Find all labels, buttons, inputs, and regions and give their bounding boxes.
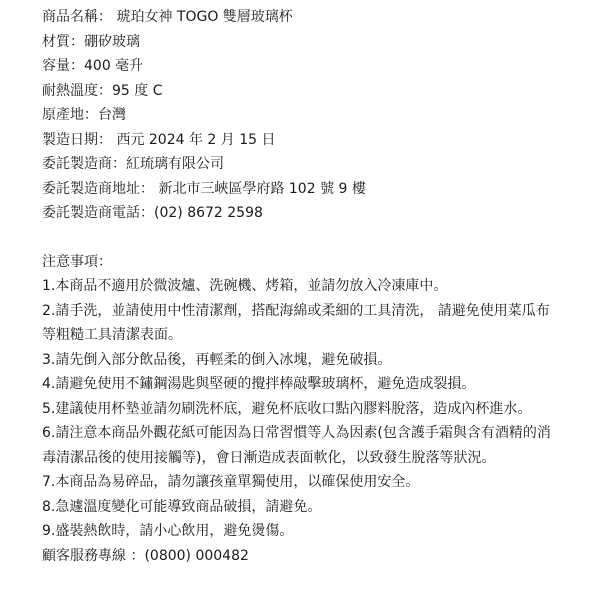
product-material: 材質：硼矽玻璃 xyxy=(42,33,140,50)
product-heat-resistance: 耐熱溫度：95 度 C xyxy=(42,82,163,99)
product-name: 商品名稱： 琥珀女神 TOGO 雙層玻璃杯 xyxy=(42,9,293,25)
note-item-3: 3.請先倒入部分飲品後，再輕柔的倒入冰塊，避免破損。 xyxy=(42,351,392,368)
section-spacer xyxy=(42,226,562,250)
notes-section xyxy=(42,250,562,544)
customer-service-hotline: 顧客服務專線 ：(0800) 000482 xyxy=(42,547,249,564)
note-item-4: 4.請避免使用不鏽鋼湯匙與堅硬的攪拌棒敲擊玻璃杯，避免造成裂損。 xyxy=(42,376,476,392)
product-manufacturer-address: 委託製造商地址： 新北市三峽區學府路 102 號 9 樓 xyxy=(42,180,366,197)
note-item-8: 8.急遽溫度變化可能導致商品破損，請避免。 xyxy=(42,498,322,515)
note-item-7: 7.本商品為易碎品，請勿讓孩童單獨使用，以確保使用安全。 xyxy=(42,474,420,490)
product-label-document xyxy=(42,5,562,568)
product-origin: 原產地：台灣 xyxy=(42,107,126,123)
note-item-2: 2.請手洗，並請使用中性清潔劑，搭配海綿或柔細的工具清洗， 請避免使用菜瓜布等粗糙工具清潔表面。 xyxy=(42,302,550,343)
product-manufacture-date: 製造日期： 西元 2024 年 2 月 15 日 xyxy=(42,131,276,148)
note-item-9: 9.盛裝熱飲時，請小心飲用，避免燙傷。 xyxy=(42,523,294,539)
note-item-5: 5.建議使用杯墊並請勿刷洗杯底，避免杯底收口點內膠料脫落，造成內杯進水。 xyxy=(42,400,532,417)
product-capacity: 容量：400 毫升 xyxy=(42,58,144,74)
product-manufacturer-phone: 委託製造商電話：(02) 8672 2598 xyxy=(42,205,263,221)
notes-heading: 注意事項： xyxy=(42,253,112,270)
product-manufacturer: 委託製造商：紅琉璃有限公司 xyxy=(42,156,224,172)
note-item-1: 1.本商品不適用於微波爐、洗碗機、烤箱，並請勿放入冷凍庫中。 xyxy=(42,278,448,294)
note-item-6: 6.請注意本商品外觀花紙可能因為日常習慣等人為因素(包含護手霜與含有酒精的消毒清潔品後的使用接觸等)，會日漸造成表面軟化，以致發生脫落等狀況。 xyxy=(42,425,551,466)
